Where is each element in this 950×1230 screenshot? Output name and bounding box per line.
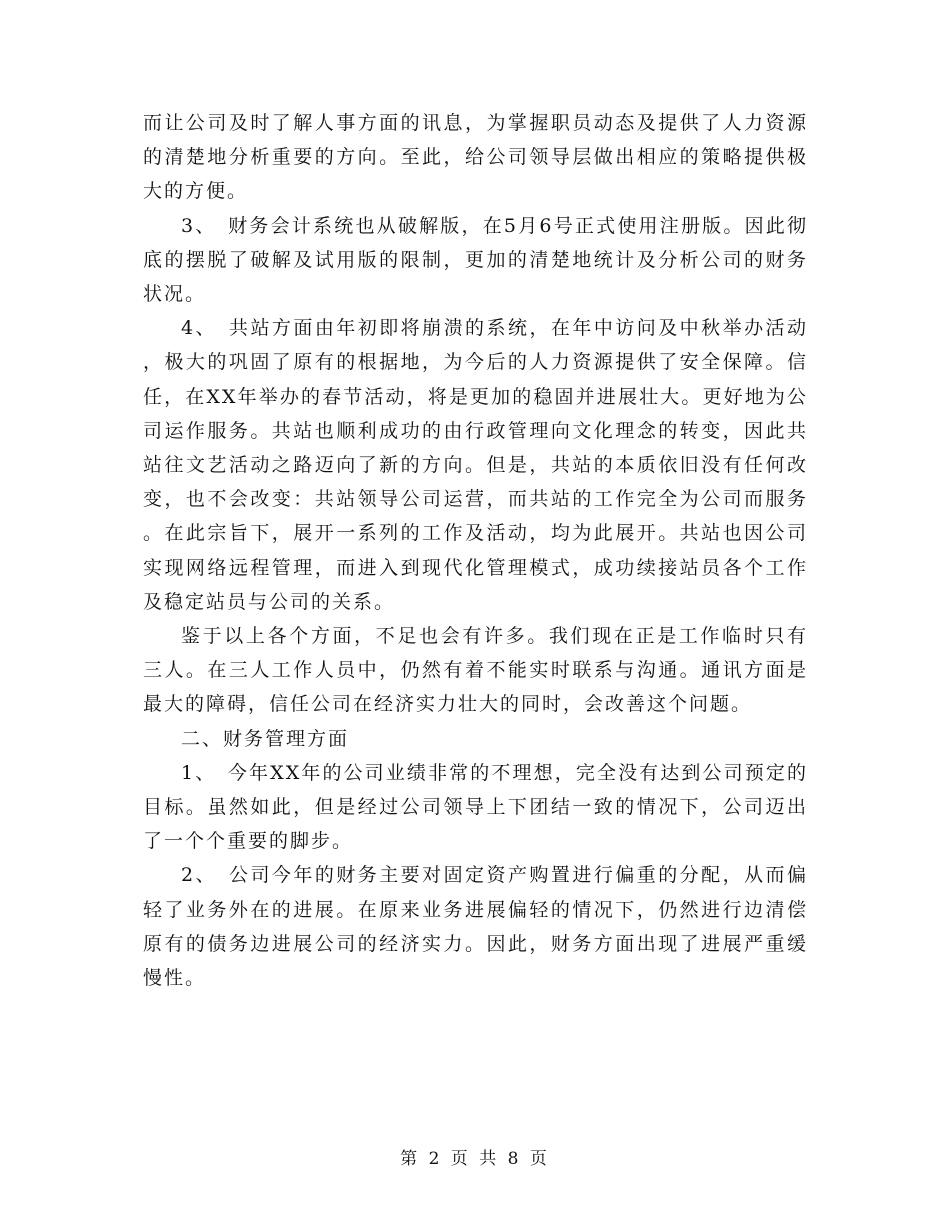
paragraph-finance-item-1: 1、 今年XX年的公司业绩非常的不理想，完全没有达到公司预定的目标。虽然如此，但是经过公司领导上下团结一致的情况下，公司迈出了一个个重要的脚步。 — [143, 761, 808, 853]
paragraph-finance-item-2: 2、 公司今年的财务主要对固定资产购置进行偏重的分配，从而偏轻了业务外在的进展。在原来业务进展偏轻的情况下，仍然进行边清偿原有的债务边进展公司的经济实力。因此，财务方面出现了进展严重缓慢性。 — [143, 864, 808, 990]
paragraph-item-4: 4、 共站方面由年初即将崩溃的系统，在年中访问及中秋举办活动，极大的巩固了原有的根据地，为今后的人力资源提供了安全保障。信任，在XX年举办的春节活动，将是更加的稳固并进展壮大。更好地为公司运作服务。共站也顺利成功的由行政管理向文化理念的转变，因此共站往文艺活动之路迈向了新的方向。但是，共站的本质依旧没有任何改变，也不会改变：共站领导公司运营，而共站的工作完全为公司而服务。在此宗旨下，展开一系列的工作及活动，均为此展开。共站也因公司实现网络远程管理，而进入到现代化管理模式，成功续接站员各个工作及稳定站员与公司的关系。 — [143, 317, 808, 613]
page-number-footer: 第 2 页 共 8 页 — [400, 1149, 550, 1169]
paragraph-continuation: 而让公司及时了解人事方面的讯息，为掌握职员动态及提供了人力资源的清楚地分析重要的方向。至此，给公司领导层做出相应的策略提供极大的方便。 — [143, 112, 808, 203]
document-body — [143, 106, 808, 995]
paragraph-shortcomings: 鉴于以上各个方面，不足也会有许多。我们现在正是工作临时只有三人。在三人工作人员中，仍然有着不能实时联系与沟通。通讯方面是最大的障碍，信任公司在经济实力壮大的同时，会改善这个问题。 — [143, 625, 808, 716]
section-heading-finance: 二、财务管理方面 — [181, 727, 350, 750]
paragraph-item-3: 3、 财务会计系统也从破解版，在5月6号正式使用注册版。因此彻底的摆脱了破解及试用版的限制，更加的清楚地统计及分析公司的财务状况。 — [143, 214, 808, 306]
